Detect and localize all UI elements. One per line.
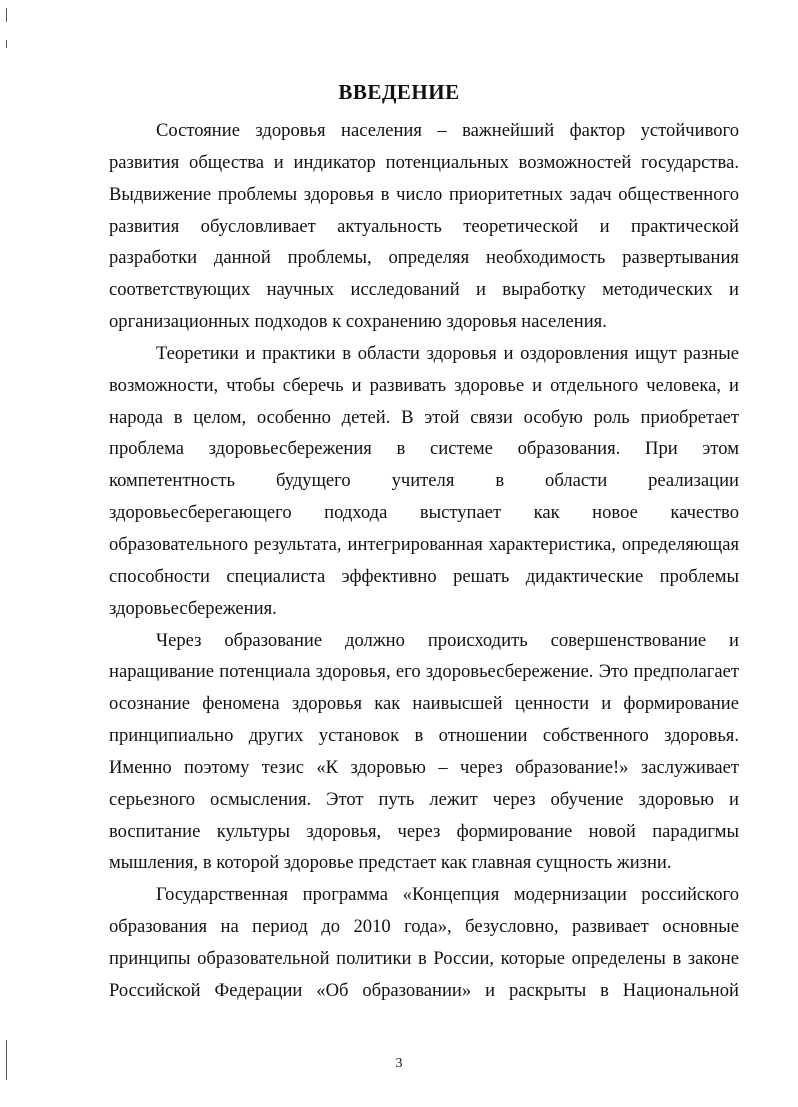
paragraph-3: Через образование должно происходить совершенствование и наращивание потенциала здоровья, его здоровьесбережение. Это предполагает осознание феномена здоровья как наивысшей ценности и формирование принципиально других установок в отношении собственного здоровья. Именно поэтому тезис «К здоровью – через образование!» заслуживает серьезного осмысления. Этот путь лежит через обучение здоровью и воспитание культуры здоровья, через формирование новой парадигмы мышления, в которой здоровье предстает как главная сущность жизни. (109, 629, 739, 874)
scan-artifact-line (6, 40, 7, 48)
document-body (109, 115, 739, 1007)
document-title: ВВЕДЕНИЕ (338, 80, 460, 104)
paragraph-1: Состояние здоровья населения – важнейший фактор устойчивого развития общества и индикатор потенциальных возможностей государства. Выдвижение проблемы здоровья в число приоритетных задач общественного развития обусловливает актуальность теоретической и практической разработки данной проблемы, определяя необходимость развертывания соответствующих научных исследований и выработку методических и организационных подходов к сохранению здоровья населения. (109, 120, 739, 333)
page-number: 3 (395, 1056, 403, 1071)
scan-artifact-line (6, 8, 7, 22)
paragraph-4: Государственная программа «Концепция модернизации российского образования на период до 2010 года», безусловно, развивает основные принципы образовательной политики в России, которые определены в законе Российской Федерации «Об образовании» и раскрыты в Национальной (109, 884, 739, 1001)
paragraph-2: Теоретики и практики в области здоровья и оздоровления ищут разные возможности, чтобы сберечь и развивать здоровье и отдельного человека, и народа в целом, особенно детей. В этой связи особую роль приобретает проблема здоровьесбережения в системе образования. При этом компетентность будущего учителя в области реализации здоровьесберегающего подхода выступает как новое качество образовательного результата, интегрированная характеристика, определяющая способности специалиста эффективно решать дидактические проблемы здоровьесбережения. (109, 342, 739, 619)
